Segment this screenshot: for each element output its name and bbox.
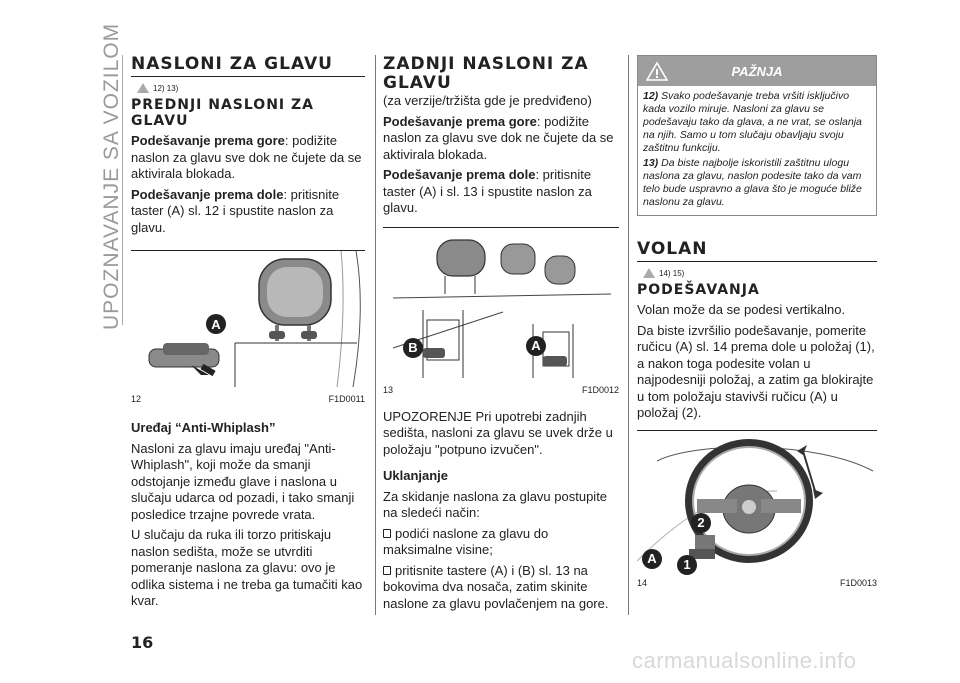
paragraph	[383, 114, 619, 164]
callout-a: A	[642, 549, 662, 569]
bold-lead: Podešavanje prema dole	[383, 167, 536, 182]
subsection-title: PODEŠAVANJA	[637, 282, 760, 298]
attention-item	[643, 157, 871, 209]
page-number: 16	[131, 633, 154, 652]
item-number: 13)	[643, 157, 659, 169]
callout-b: B	[403, 338, 423, 358]
paragraph	[131, 133, 365, 183]
bullet-icon	[383, 529, 391, 538]
paragraph: Da biste izvršilio podešavanje, pomerite ručicu (A) sl. 14 prema dole u položaj (1), a nakon toga podesite volan u najpodesniji položaj, a zatim ga blokirajte u tom položaju stavivši ručicu (A) u položaj (2).	[637, 322, 875, 420]
figure-caption	[637, 578, 877, 588]
subheading: Uređaj “Anti-Whiplash”	[131, 420, 276, 435]
bold-lead: Podešavanje prema gore	[383, 113, 537, 129]
column-2	[383, 55, 619, 616]
figure-caption	[131, 394, 365, 404]
paragraph-text: : podižite naslon za glavu sve dok ne čujete da se aktivirala blokada.	[131, 133, 362, 181]
paragraph-text: : pritisnite taster (A) i sl. 13 i spustite naslon za glavu.	[383, 167, 592, 215]
section-title: ZADNJI NASLONI ZA GLAVU	[383, 54, 589, 93]
subheading: Uklanjanje	[383, 468, 449, 483]
refs-text: 14) 15)	[659, 268, 685, 278]
paragraph: Volan može da se podesi vertikalno.	[637, 302, 846, 317]
title-rule	[131, 76, 365, 77]
bullet-item	[383, 563, 619, 613]
item-text: Svako podešavanje treba vršiti isključivo kada vozilo miruje. Nasloni za glavu se podešavaju tako da glava, a ne vrat, se oslanja na njih. Samo u tom slučaju obavljaju svoju zaštitnu funkciju.	[643, 90, 862, 154]
figure-12	[131, 250, 365, 404]
figure-code: F1D0012	[581, 384, 619, 395]
paragraph-text: : pritisnite taster (A) sl. 12 i spustite naslon za glavu.	[131, 186, 340, 235]
paragraph: Za skidanje naslona za glavu postupite na sledeći način:	[383, 488, 608, 520]
warning-triangle-icon	[643, 268, 655, 278]
attention-header	[638, 56, 876, 86]
attention-item	[643, 90, 871, 155]
callout-2: 2	[691, 513, 711, 533]
bold-lead: Podešavanje prema dole	[131, 186, 284, 202]
watermark: carmanualsonline.info	[632, 648, 857, 673]
bullet-text: pritisnite tastere (A) i (B) sl. 13 na bokovima dva nosača, zatim skinite naslone za glavu povlačenjem na gore.	[383, 562, 609, 611]
paragraph-text: : podižite naslon za glavu sve dok ne čujete da se aktivirala blokada.	[383, 113, 614, 162]
paragraph	[383, 167, 619, 217]
warning-refs	[137, 83, 365, 93]
attention-box	[637, 55, 877, 216]
attention-body	[638, 86, 876, 215]
column-1	[131, 55, 365, 614]
warning-triangle-icon	[137, 83, 149, 93]
figure-13	[383, 227, 619, 395]
figure-number: 12	[131, 394, 142, 404]
paragraph: Nasloni za glavu imaju uređaj "Anti-Whiplash", koji može da smanji odstojanje između glave i naslona u slučaju udarca od pozadi, i tako smanji posledice trzajne povrede vrata.	[131, 440, 355, 522]
figure-number: 13	[383, 384, 394, 395]
bullet-text: podići naslone za glavu do maksimalne visine;	[383, 525, 549, 557]
bullet-item	[383, 526, 619, 559]
callout-a: A	[526, 336, 546, 356]
attention-title: PAŽNJA	[731, 63, 783, 79]
section-title: VOLAN	[637, 239, 708, 259]
callout-a: A	[206, 314, 226, 334]
column-divider	[375, 55, 376, 615]
callout-1: 1	[677, 555, 697, 575]
headrest-front-illustration	[131, 251, 365, 387]
figure-14	[637, 430, 877, 588]
section-title: NASLONI ZA GLAVU	[131, 54, 333, 74]
figure-caption	[383, 385, 619, 395]
warning-paragraph: UPOZORENJE Pri upotrebi zadnjih sedišta, nasloni za glavu se uvek drže u položaju "potpuno izvučen".	[383, 408, 613, 457]
refs-text: 12) 13)	[153, 83, 179, 93]
figure-code: F1D0013	[839, 577, 877, 588]
subsection-title: PREDNJI NASLONI ZA GLAVU	[131, 97, 314, 129]
item-number: 12)	[643, 90, 659, 102]
title-rule	[637, 261, 877, 262]
paragraph: U slučaju da ruka ili torzo pritiskaju naslon sedišta, može se utvrditi pomeranje naslona za glavu: ovo je odlika sistema i ne treba ga tumačiti kao kvar.	[131, 527, 363, 608]
warning-refs	[643, 268, 877, 278]
column-divider	[628, 55, 629, 615]
item-text: Da biste najbolje iskoristili zaštitnu ulogu naslona za glavu, naslon podesite tako da vam telo bude uspravno a glava što je moguće bliže naslonu za glavu.	[643, 157, 862, 208]
figure-number: 14	[637, 577, 648, 588]
section-side-title: UPOZNAVANJE SA VOZILOM	[100, 22, 123, 330]
column-3	[637, 55, 877, 588]
steering-wheel-illustration	[637, 431, 877, 571]
bullet-icon	[383, 566, 391, 575]
bold-lead: Podešavanje prema gore	[131, 133, 285, 148]
paragraph	[131, 187, 365, 237]
figure-code: F1D0011	[328, 394, 365, 404]
paragraph: (za verzije/tržišta gde je predviđeno)	[383, 93, 592, 108]
